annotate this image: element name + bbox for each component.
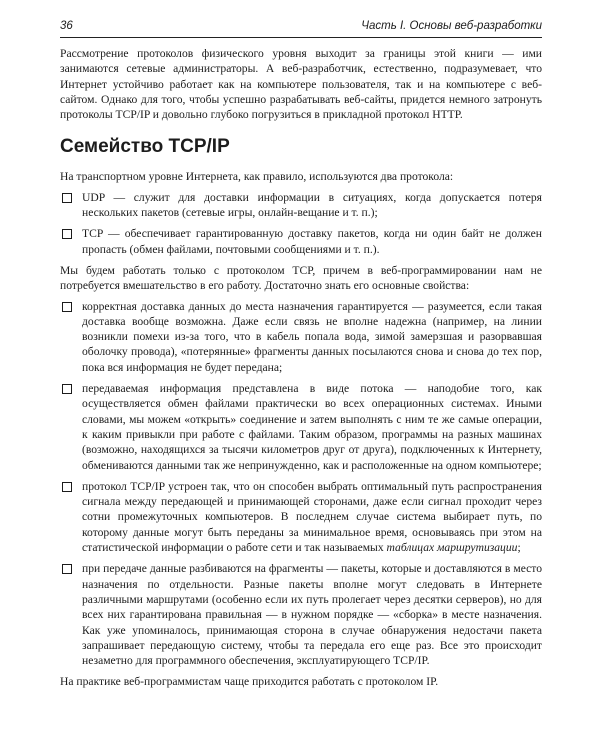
list-item-text: корректная доставка данных до места назначения гарантируется — разумеется, если такая доставка вообще возможна. Даже если связь не вполне надежна (например, на линии возникли помехи из-за того, что в кабель попала вода, зимой замерзшая и разорвавшая оболочку провода), «потерянные» фрагменты данных посылаются снова и снова до тех пор, пока вся информация не будет передана; [82,299,542,374]
checkbox-bullet-icon [62,482,72,492]
checkbox-bullet-icon [62,384,72,394]
checkbox-bullet-icon [62,193,72,203]
list-item [60,479,542,555]
list-item-text: при передаче данные разбиваются на фрагменты — пакеты, которые и доставляются в место назначения по отдельности. Разные пакеты вполне могут следовать в Интернете различными маршрутами (особенно если их путь пролегает через десятки серверов), но для всех них гарантирована правильная — в нужном порядке — «сборка» в месте назначения. Как уже упоминалось, принимающая сторона в случае обнаружения недостачи пакета запрашивает передающую систему, чтобы та передала его еще раз. Все это происходит незаметно для программного обеспечения, эксплуатирующего TCP/IP. [82,562,542,668]
list-item-text: протокол TCP/IP устроен так, что он способен выбрать оптимальный путь распространения сигнала между передающей и принимающей сторонами, даже если сигнал проходит через сотни промежуточных компьютеров. В последнем случае система выбирает путь, по которому данные могут быть переданы за минимальное время, основываясь при этом на статистической информации о работе сети и так называемых [82,479,542,555]
list-item [60,299,542,375]
checkbox-bullet-icon [62,229,72,239]
protocol-list [60,190,542,257]
list-item-tail: ; [517,541,521,555]
transport-intro-paragraph: На транспортном уровне Интернета, как правило, используются два протокола: [60,170,454,184]
italic-term: таблицах маршрутизации [386,541,518,555]
checkbox-bullet-icon [62,564,72,574]
list-item [60,381,542,473]
list-item-text: передаваемая информация представлена в виде потока — наподобие того, как осуществляется обмен файлами практически во всех операционных системах. Иными словами, мы можем «открыть» соединение и затем выполнять с ним те же самые операции, к каким привыкли при работе с файлами. Таким образом, программы на разных машинах (возможно, находящихся за тысячи километров друг от друга), подключенных к Интернету, обмениваются данными так же непринужденно, как и расположенные на одном компьютере; [82,382,542,472]
intro-paragraph: Рассмотрение протоколов физического уровня выходит за границы этой книги — ими занимаются сетевые администраторы. А веб-разработчик, естественно, подразумевает, что Интернет устойчиво работает как на компьютере пользователя, так и на компьютере с веб-сайтом. Однако для того, чтобы успешно разрабатывать веб-сайты, придется немного затронуть протоколы TCP/IP и довольно глубоко погрузиться в прикладной протокол HTTP. [60,47,542,122]
list-item-text: UDP — служит для доставки информации в ситуациях, когда допускается потеря нескольких пакетов (сетевые игры, онлайн-вещание и т. п.); [82,190,542,220]
tcp-properties-list [60,299,542,669]
list-item [60,226,542,257]
list-item [60,561,542,668]
page-number: 36 [60,20,73,32]
list-item-text: TCP — обеспечивает гарантированную доставку пакетов, когда ни один байт не должен пропасть (обмен файлами, почтовыми сообщениями и т. п.). [82,227,542,256]
list-item [60,190,542,221]
checkbox-bullet-icon [62,302,72,312]
section-heading: Семейство TCP/IP [60,136,230,158]
tcp-intro-paragraph: Мы будем работать только с протоколом TCP, причем в веб-программировании нам не потребуется вмешательство в его работу. Достаточно знать его основные свойства: [60,263,542,293]
running-header [60,20,542,38]
running-title: Часть I. Основы веб-разработки [361,20,542,32]
page-body [60,46,542,695]
closing-paragraph: На практике веб-программистам чаще приходится работать с протоколом IP. [60,675,439,689]
